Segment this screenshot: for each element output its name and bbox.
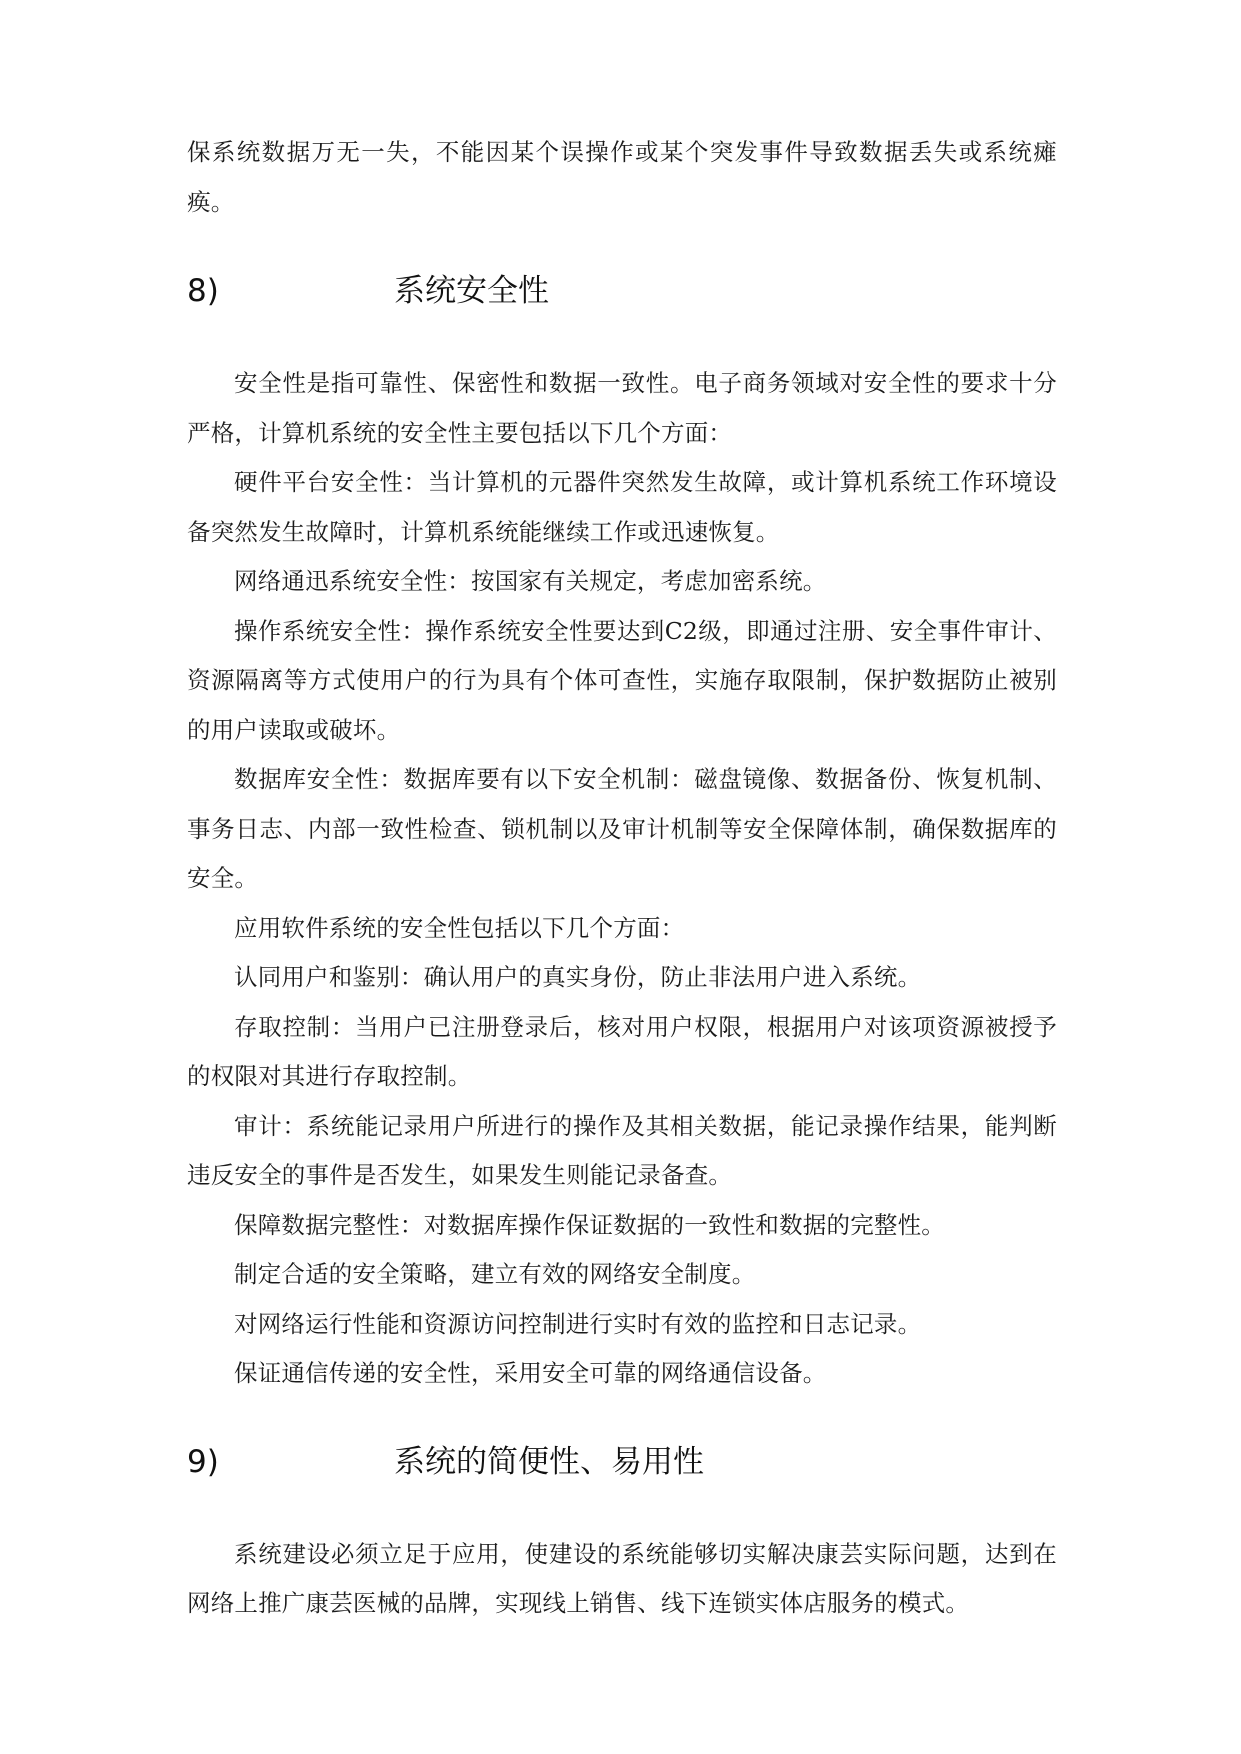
paragraph: 对网络运行性能和资源访问控制进行实时有效的监控和日志记录。 [234, 1309, 922, 1338]
section-8-heading [187, 261, 1057, 321]
paragraph: 制定合适的安全策略，建立有效的网络安全制度。 [234, 1260, 756, 1288]
paragraph: 存取控制：当用户已注册登录后，核对用户权限，根据用户对该项资源被授予的权限对其进行存取控制。 [187, 1012, 1057, 1090]
paragraph: 系统建设必须立足于应用，使建设的系统能够切实解决康芸实际问题，达到在网络上推广康芸医械的品牌，实现线上销售、线下连锁实体店服务的模式。 [187, 1539, 1057, 1617]
section-8-body [187, 359, 1057, 1399]
paragraph: 保障数据完整性：对数据库操作保证数据的一致性和数据的完整性。 [234, 1210, 945, 1239]
paragraph: 保证通信传递的安全性，采用安全可靠的网络通信设备。 [234, 1359, 827, 1387]
document-page [187, 128, 1057, 1629]
continuation-paragraph: 保系统数据万无一失，不能因某个误操作或某个突发事件导致数据丢失或系统瘫痪。 [187, 138, 1057, 216]
section-9-title: 系统的简便性、易用性 [394, 1443, 704, 1480]
section-8-number: 8) [187, 273, 219, 309]
paragraph: 审计：系统能记录用户所进行的操作及其相关数据，能记录操作结果，能判断违反安全的事件是否发生，如果发生则能记录备查。 [187, 1111, 1057, 1189]
paragraph: 硬件平台安全性：当计算机的元器件突然发生故障，或计算机系统工作环境设备突然发生故障时，计算机系统能继续工作或迅速恢复。 [187, 468, 1057, 546]
paragraph: 操作系统安全性：操作系统安全性要达到C2级，即通过注册、安全事件审计、资源隔离等方式使用户的行为具有个体可查性，实施存取限制，保护数据防止被别的用户读取或破坏。 [187, 616, 1057, 744]
section-9-body [187, 1530, 1057, 1629]
paragraph: 数据库安全性：数据库要有以下安全机制：磁盘镜像、数据备份、恢复机制、事务日志、内部一致性检查、锁机制以及审计机制等安全保障体制，确保数据库的安全。 [187, 765, 1057, 892]
paragraph: 安全性是指可靠性、保密性和数据一致性。电子商务领域对安全性的要求十分严格，计算机系统的安全性主要包括以下几个方面： [187, 369, 1057, 447]
section-9-number: 9) [187, 1443, 219, 1480]
paragraph: 网络通迅系统安全性：按国家有关规定，考虑加密系统。 [234, 567, 827, 595]
section-8-title: 系统安全性 [394, 273, 549, 309]
section-9-heading [187, 1432, 1057, 1492]
paragraph: 认同用户和鉴别：确认用户的真实身份，防止非法用户进入系统。 [234, 963, 922, 991]
paragraph: 应用软件系统的安全性包括以下几个方面： [234, 913, 685, 942]
